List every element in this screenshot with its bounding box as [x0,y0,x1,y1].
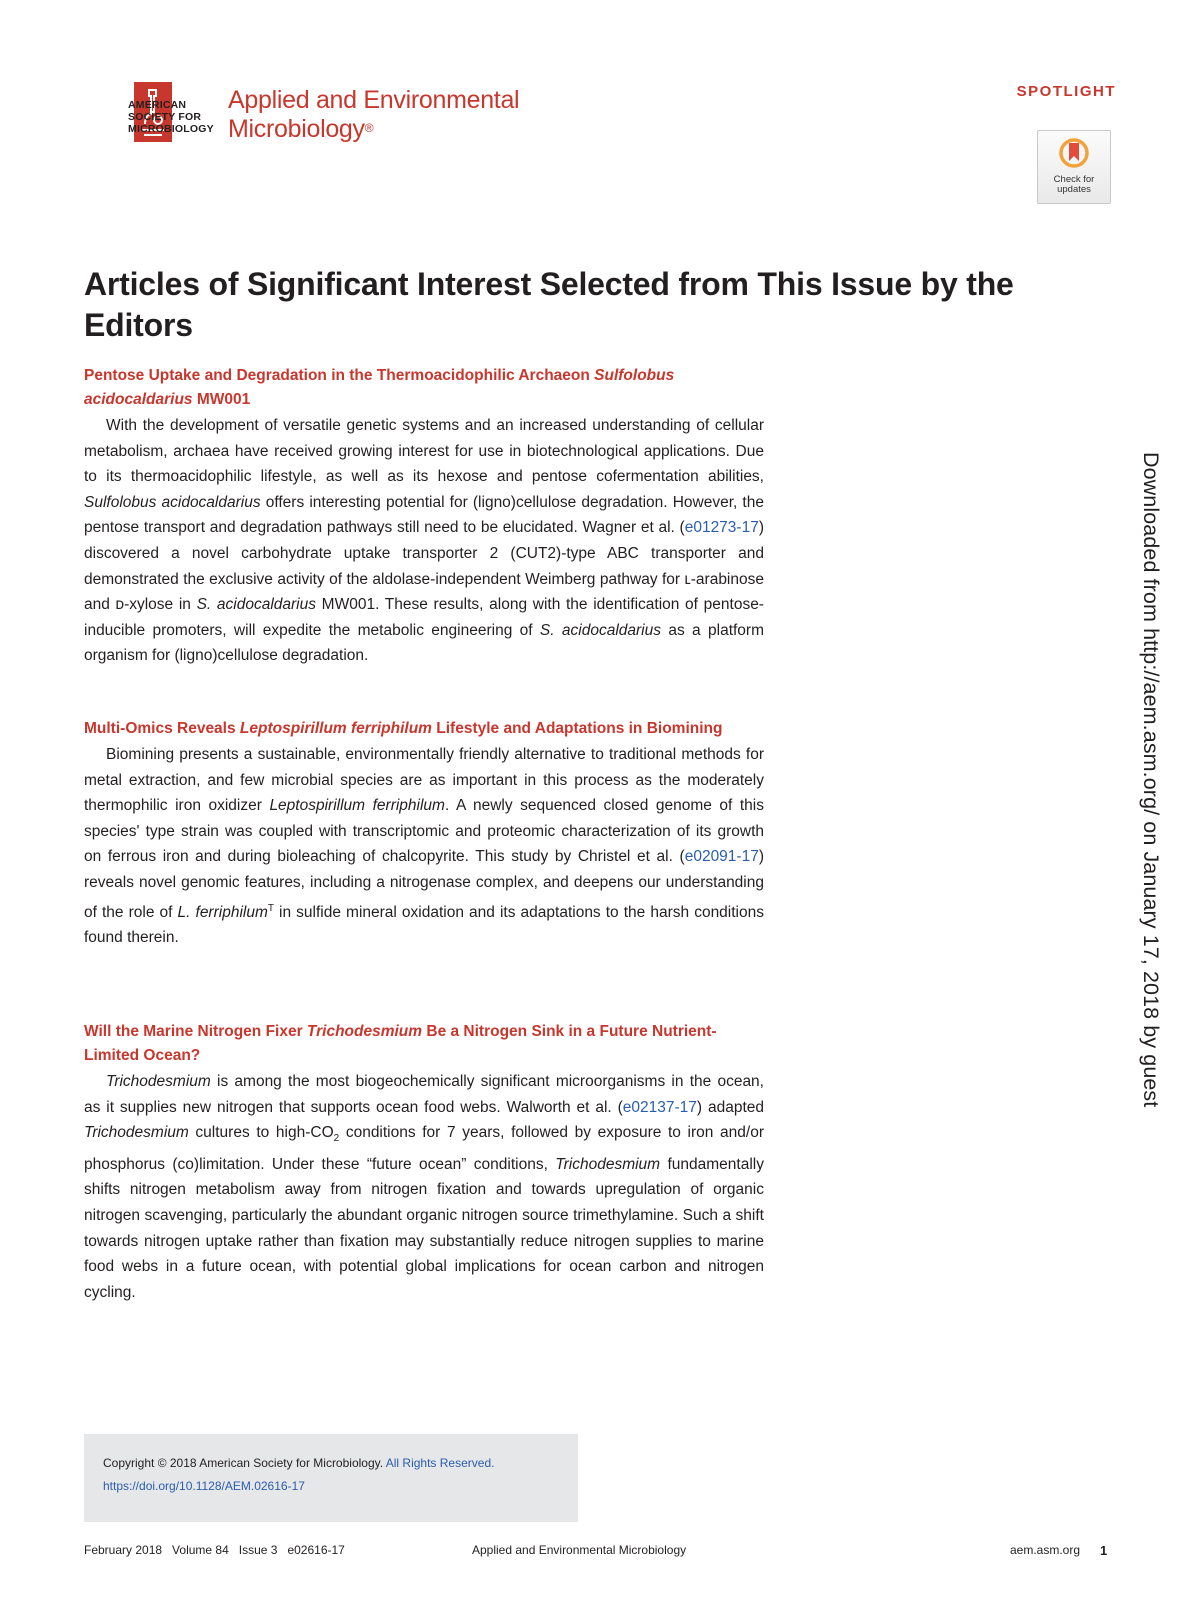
footer-issue-info: February 2018 Volume 84 Issue 3 e02616-17 [84,1543,345,1557]
italic-term: Leptospirillum ferriphilum [269,797,445,815]
italic-term: Trichodesmium [106,1073,211,1090]
italic-term: S. acidocaldarius [196,596,316,614]
footer-site-link[interactable]: aem.asm.org [1010,1543,1081,1557]
journal-name-line-1: Applied and Environmental [228,86,520,114]
heading-text-end: Be a Nitrogen Sink in a Future Nutrient-Limited Ocean? [84,1023,717,1064]
section-body: Biomining presents a sustainable, environmentally friendly alternative to traditional methods for metal extraction, and few microbial species are as important in this process as the moderately thermophilic iron oxidizer Leptospirillum ferriphilum. A newly sequenced closed genome of this species' type strain was coupled with transcriptomic and proteomic characterization of its growth on ferrous iron and during bioleaching of chalcopyrite. This study by Christel et al. (e02091-17) reveals novel genomic features, including a nitrogenase complex, and deepens our understanding of the role of L. ferriphilum$^T$ in sulfide mineral oxidation and its adaptations to the harsh conditions found therein. [84,746,764,947]
italic-term: L. ferriphilum [177,903,268,921]
doi-link[interactable]: https://doi.org/10.1128/AEM.02616-17 [103,1479,305,1493]
section-body: With the development of versatile genetic systems and an increased understanding of cellular metabolism, archaea have received growing interest for use in biotechnological applications. Due to its thermoacidophilic lifestyle, as well as its hexose and pentose cofermentation abilities, Sulfolobus acidocaldarius offers interesting potential for (ligno)cellulose degradation. However, the pentose transport and degradation pathways still need to be elucidated. Wagner et al. (e01273-17) discovered a novel carbohydrate uptake transporter 2 (CUT2)-type ABC transporter and demonstrated the exclusive activity of the aldolase-independent Weimberg pathway for ʟ-arabinose and ᴅ-xylose in S. acidocaldarius MW001. These results, along with the identification of pentose-inducible promoters, will expedite the metabolic engineering of S. acidocaldarius as a platform organism for (ligno)cellulose degradation. [84,417,764,665]
society-line-3: MICROBIOLOGY [128,123,214,135]
journal-name [228,86,519,144]
heading-text: Will the Marine Nitrogen Fixer [84,1023,307,1040]
subscript: 2 [333,1133,340,1145]
society-name [128,99,214,135]
italic-term: Trichodesmium [555,1155,661,1173]
copyright-line [103,1456,494,1470]
article-section-1 [84,364,764,669]
article-section-2 [84,717,764,951]
superscript: T [267,902,274,914]
heading-italic: Leptospirillum ferriphilum [239,720,432,737]
heading-text-end: MW001 [192,391,251,408]
italic-term: Trichodesmium [84,1124,189,1142]
section-heading [84,364,764,412]
section-label: SPOTLIGHT [1016,83,1116,100]
check-updates-line-2: updates [1057,184,1091,195]
download-note: Downloaded from http://aem.asm.org/ on January 17, 2018 by guest [1139,452,1163,1108]
rights-link[interactable]: All Rights Reserved. [385,1456,495,1470]
check-updates-line-1: Check for [1053,174,1095,185]
section-heading [84,1020,764,1068]
registered-mark: ® [364,121,374,135]
italic-term: Sulfolobus acidocaldarius [84,493,261,511]
article-title: Articles of Significant Interest Selected from This Issue by the Editors [84,266,1014,343]
heading-text: Multi-Omics Reveals [84,720,240,737]
journal-name-line-2: Microbiology [228,115,365,143]
italic-term: S. acidocaldarius [539,621,661,639]
article-doi-link[interactable]: e01273-17 [684,519,759,537]
page-number: 1 [1100,1543,1108,1558]
check-for-updates-button[interactable] [1037,130,1111,204]
footer-journal: Applied and Environmental Microbiology [472,1543,687,1557]
heading-text-end: Lifestyle and Adaptations in Biomining [431,720,723,737]
check-for-updates-label [1038,175,1110,195]
section-heading [84,717,764,741]
heading-text: Pentose Uptake and Degradation in the Thermoacidophilic Archaeon [84,367,595,384]
society-line-2: SOCIETY FOR [128,111,202,123]
copyright-text: Copyright © 2018 American Society for Microbiology. [103,1456,384,1470]
heading-italic: Sulfolobus acidocaldarius [84,367,675,408]
bookmark-icon [1058,137,1090,171]
society-line-1: AMERICAN [128,99,187,111]
article-doi-link[interactable]: e02137-17 [622,1098,697,1116]
section-body: Trichodesmium is among the most biogeochemically significant microorganisms in the ocean, as it supplies new nitrogen that supports ocean food webs. Walworth et al. (e02137-17) adapted Trichodesmium cultures to high-$CO_2$ conditions for 7 years, followed by exposure to iron and/or phosphorus (co)limitation. Under these “future ocean” conditions, Trichodesmium fundamentally shifts nitrogen metabolism away from nitrogen fixation and towards upregulation of organic nitrogen scavenging, particularly the abundant organic nitrogen source trimethylamine. Such a shift towards nitrogen uptake rather than fixation may substantially reduce nitrogen supplies to marine food webs in a future ocean, with potential global implications for ocean carbon and nitrogen cycling. [84,1073,765,1301]
copyright-box [84,1434,578,1522]
article-doi-link[interactable]: e02091-17 [684,848,759,866]
article-section-3 [84,1020,764,1305]
heading-italic: Trichodesmium [306,1023,423,1040]
